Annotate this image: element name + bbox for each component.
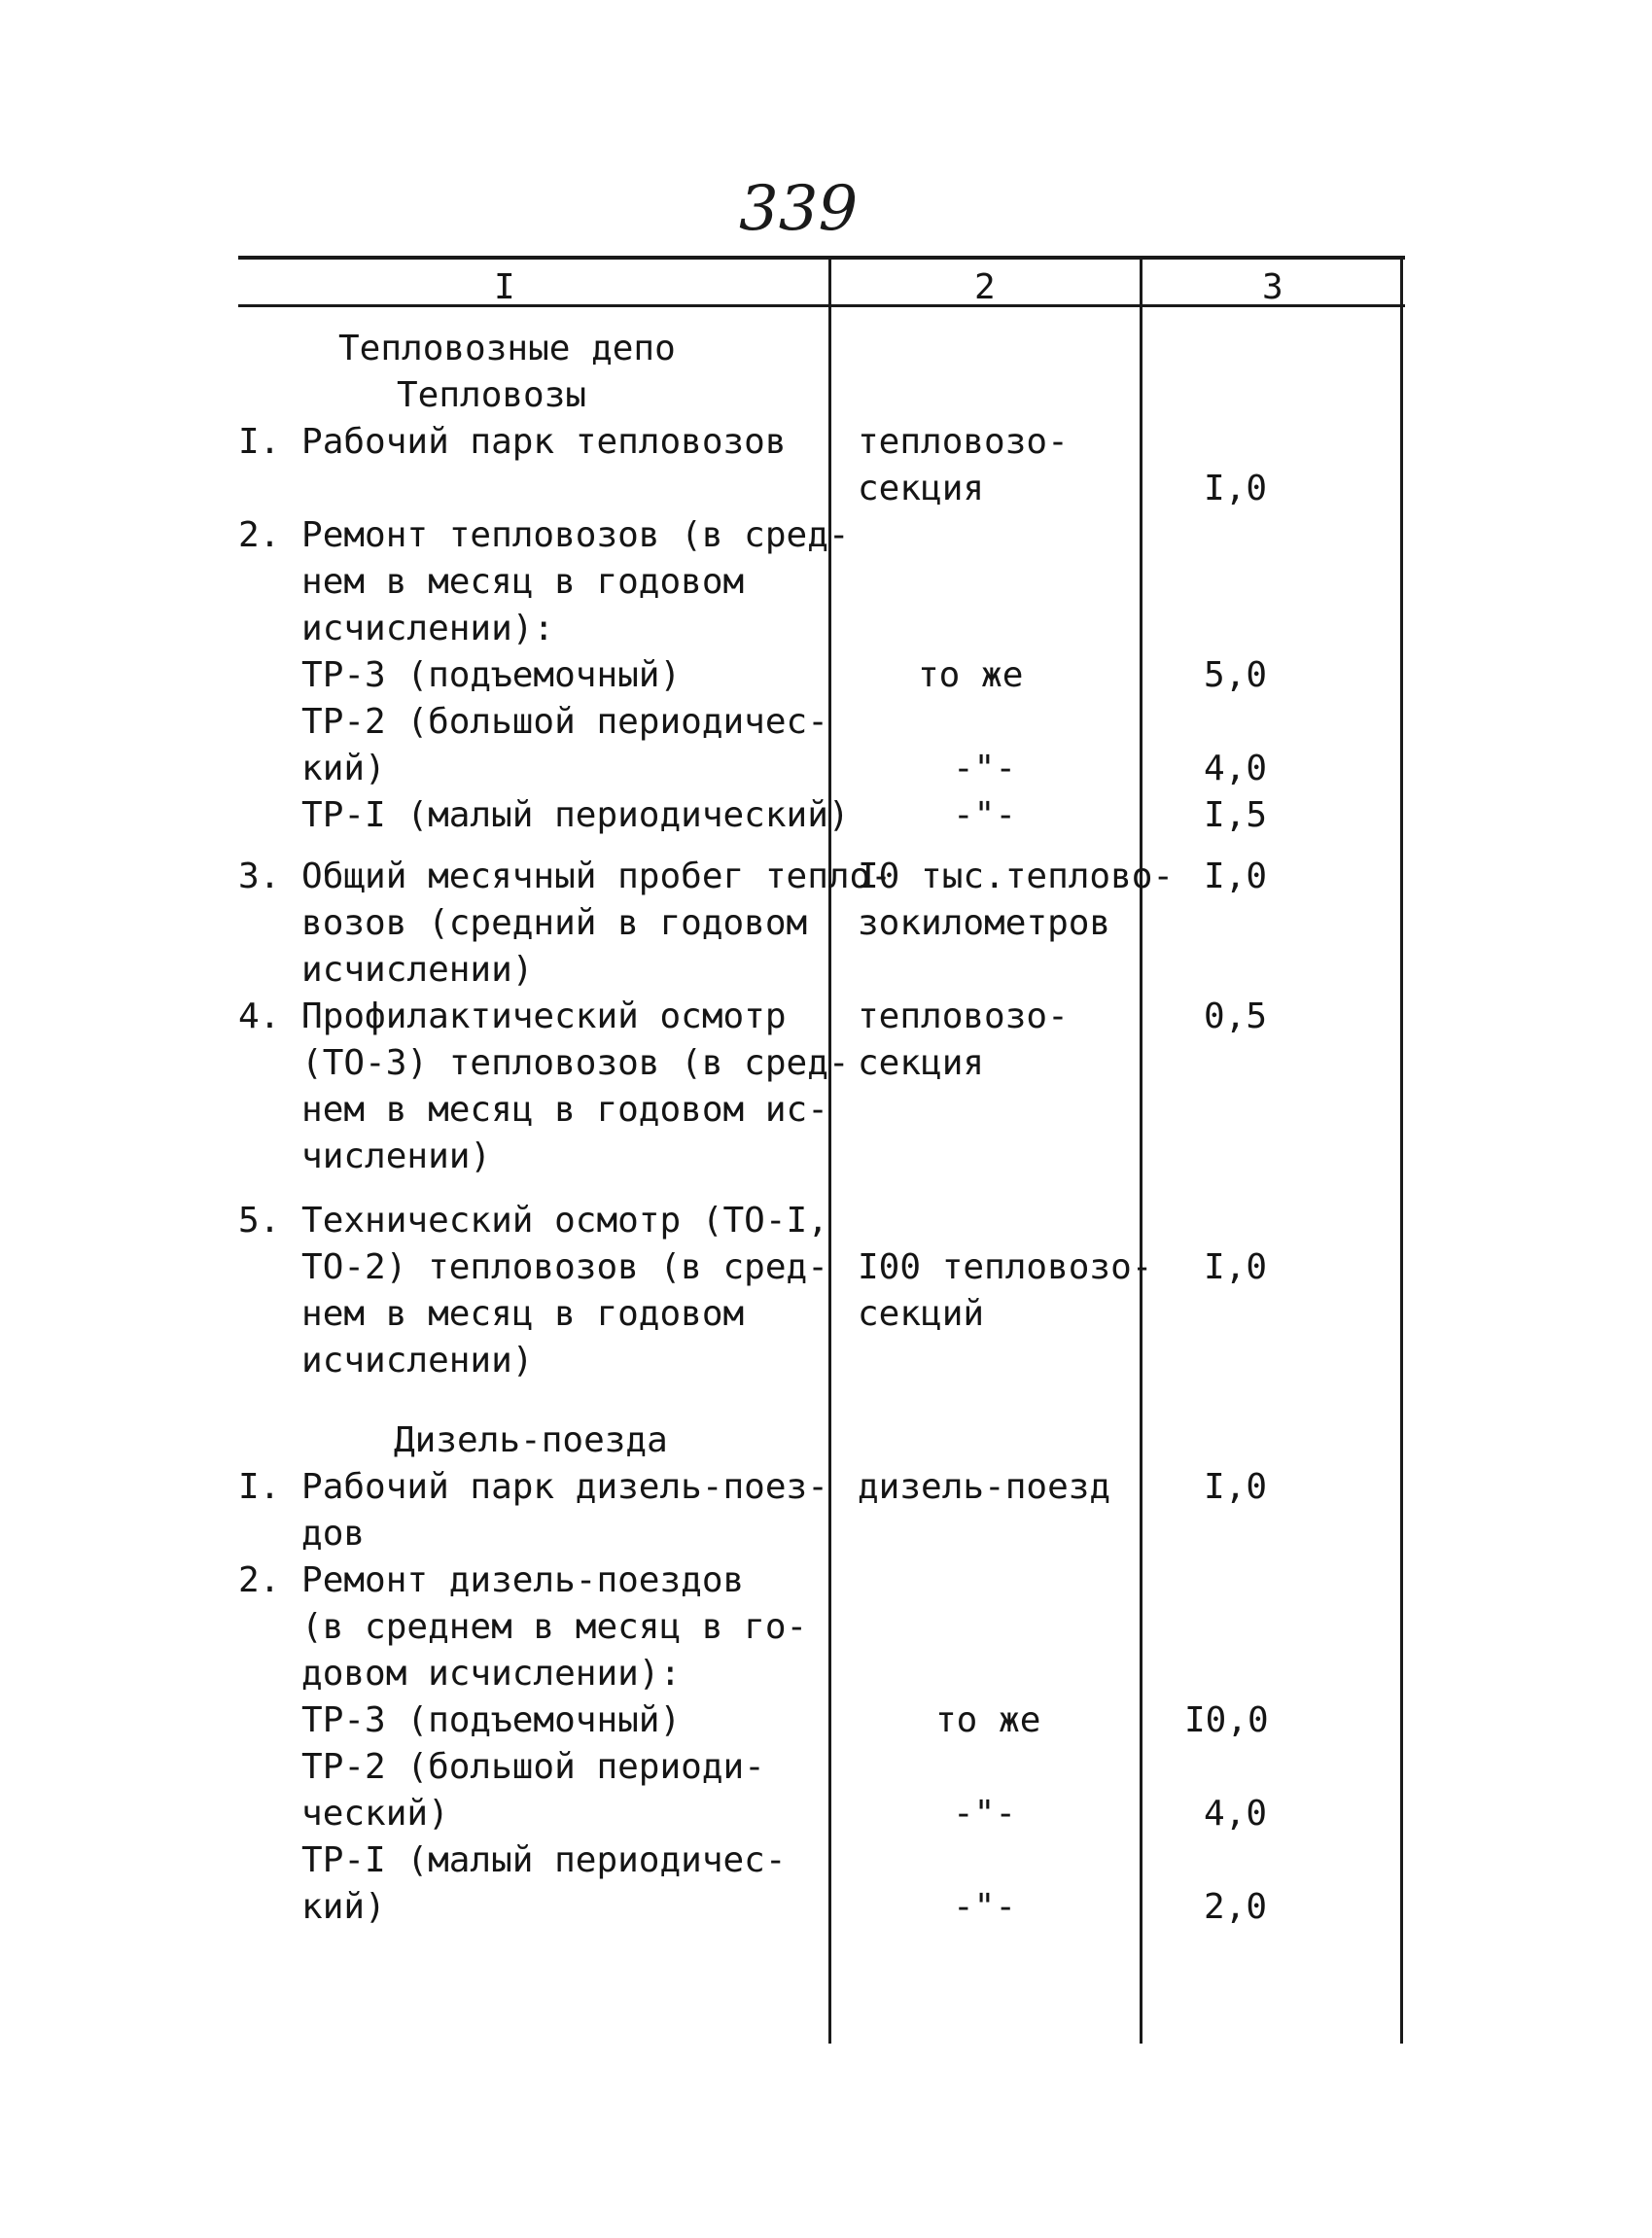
row-c3: 4,0 <box>1204 1794 1268 1834</box>
row-c2: тепловозо- <box>858 422 1069 462</box>
row-c3: I0,0 <box>1184 1700 1269 1740</box>
row-c1: ТР-I (малый периодический) <box>238 795 850 835</box>
row-c3: 5,0 <box>1204 655 1268 695</box>
row-c1: ческий) <box>238 1794 449 1834</box>
row-c1: ТР-2 (большой периоди- <box>238 1747 765 1787</box>
row-c2: -"- <box>953 1887 1017 1927</box>
row-c3: 2,0 <box>1204 1887 1268 1927</box>
page-number: 339 <box>739 173 859 245</box>
row-c1: ТР-3 (подъемочный) <box>238 655 682 695</box>
row-c2: тепловозо- <box>858 997 1069 1036</box>
row-c1: 2. Ремонт дизель-поездов <box>238 1560 745 1600</box>
row-c1: I. Рабочий парк дизель-поез- <box>238 1467 828 1507</box>
column-header-2: 2 <box>974 267 996 307</box>
row-c2: секция <box>858 469 985 508</box>
row-c2: I00 тепловозо- <box>858 1247 1153 1287</box>
section-title-diesel-trains: Дизель-поезда <box>394 1420 668 1460</box>
row-c2: секций <box>858 1294 985 1334</box>
row-c1: 2. Ремонт тепловозов (в сред- <box>238 515 850 555</box>
row-c2: то же <box>935 1700 1041 1740</box>
row-c2: I0 тыс.теплово- <box>858 857 1175 896</box>
row-c2: -"- <box>953 1794 1017 1834</box>
section-title-locomotives: Тепловозы <box>397 375 587 415</box>
row-c1: ТР-2 (большой периодичес- <box>238 702 828 742</box>
row-c3: 4,0 <box>1204 749 1268 788</box>
row-c3: I,0 <box>1204 1247 1268 1287</box>
row-c1: ТР-3 (подъемочный) <box>238 1700 682 1740</box>
row-c3: 0,5 <box>1204 997 1268 1036</box>
row-c1: нем в месяц в годовом <box>238 1294 745 1334</box>
row-c1: исчислении) <box>238 1341 534 1381</box>
row-c2: -"- <box>953 749 1017 788</box>
row-c2: дизель-поезд <box>858 1467 1111 1507</box>
depot-heading: Тепловозные депо <box>338 329 676 368</box>
row-c1: кий) <box>238 1887 386 1927</box>
row-c3: I,0 <box>1204 1467 1268 1507</box>
row-c1: исчислении): <box>238 609 555 648</box>
column-divider-2 <box>1140 259 1142 2044</box>
row-c2: -"- <box>953 795 1017 835</box>
column-header-1: I <box>494 267 515 307</box>
row-c1: кий) <box>238 749 386 788</box>
row-c1: (ТО-3) тепловозов (в сред- <box>238 1043 850 1083</box>
row-c2: зокилометров <box>858 903 1111 943</box>
row-c1: ТР-I (малый периодичес- <box>238 1840 787 1880</box>
row-c3: I,5 <box>1204 795 1268 835</box>
row-c1: довом исчислении): <box>238 1654 682 1694</box>
column-header-3: 3 <box>1262 267 1283 307</box>
row-c1: I. Рабочий парк тепловозов <box>238 422 787 462</box>
row-c1: нем в месяц в годовом <box>238 562 745 602</box>
row-c3: I,0 <box>1204 857 1268 896</box>
column-divider-3 <box>1400 259 1403 2044</box>
row-c1: нем в месяц в годовом ис- <box>238 1090 828 1130</box>
row-c1: 5. Технический осмотр (ТО-I, <box>238 1201 828 1241</box>
row-c1: исчислении) <box>238 950 534 990</box>
row-c1: возов (средний в годовом <box>238 903 808 943</box>
row-c1: ТО-2) тепловозов (в сред- <box>238 1247 828 1287</box>
row-c1: (в среднем в месяц в го- <box>238 1607 808 1647</box>
table-top-rule <box>238 256 1405 260</box>
row-c1: числении) <box>238 1136 492 1176</box>
row-c1: 4. Профилактический осмотр <box>238 997 787 1036</box>
row-c2: то же <box>918 655 1024 695</box>
row-c3: I,0 <box>1204 469 1268 508</box>
row-c2: секция <box>858 1043 985 1083</box>
row-c1: дов <box>238 1514 366 1554</box>
row-c1: 3. Общий месячный пробег тепло- <box>238 857 892 896</box>
header-bottom-rule <box>238 304 1405 307</box>
